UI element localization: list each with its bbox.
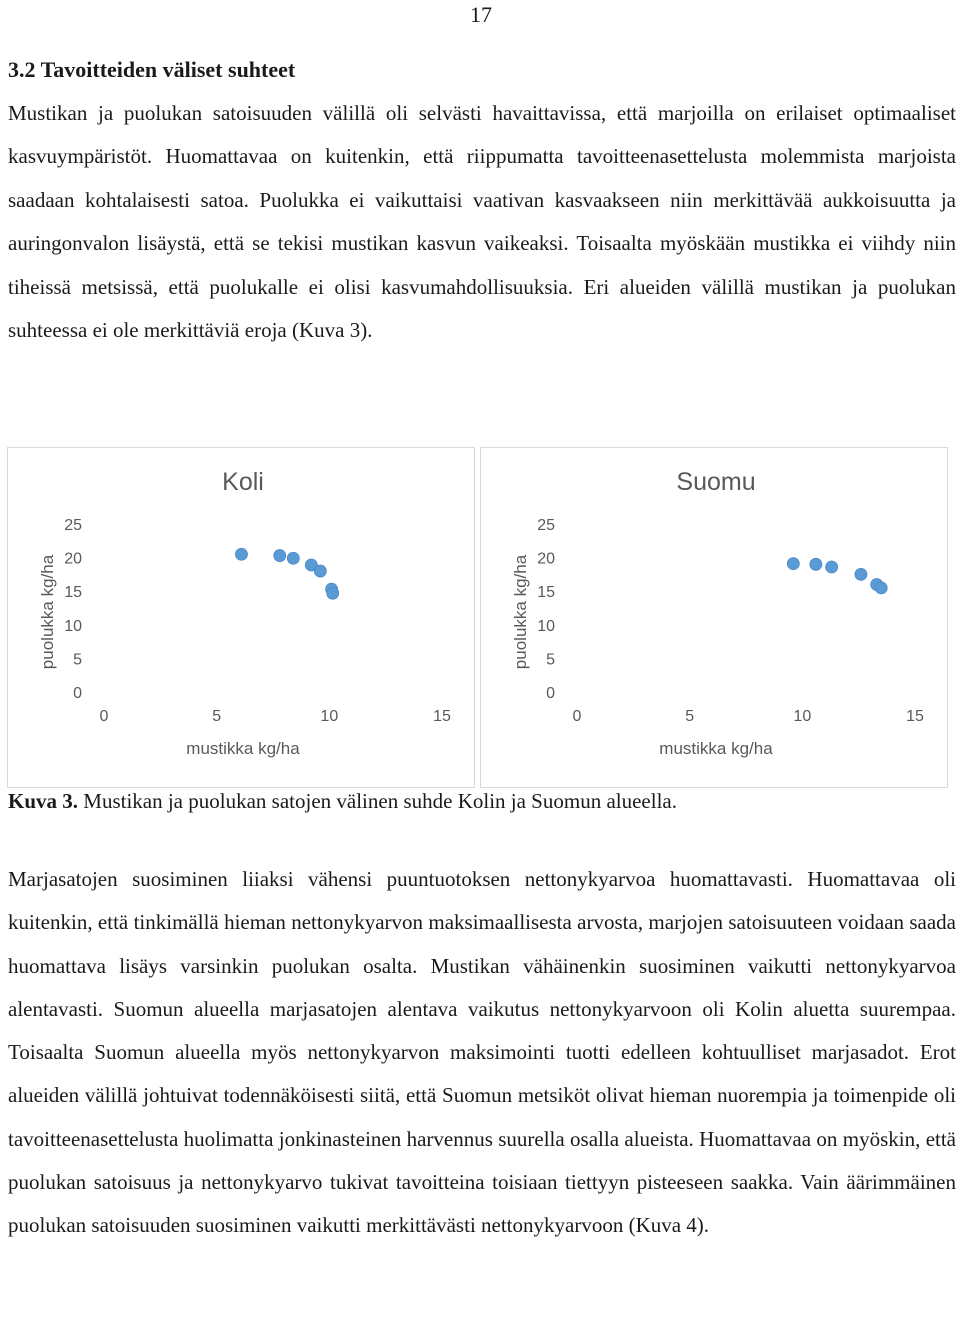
data-point — [287, 552, 299, 564]
figure-caption — [8, 789, 677, 814]
y-axis-label: puolukka kg/ha — [511, 554, 530, 670]
data-point — [787, 558, 799, 570]
y-tick-label: 25 — [537, 517, 555, 534]
scatter-chart-suomu — [480, 447, 948, 788]
y-tick-label: 5 — [546, 651, 555, 669]
y-tick-label: 20 — [537, 550, 555, 568]
y-axis-label: puolukka kg/ha — [38, 554, 57, 670]
data-point — [235, 548, 247, 560]
x-tick-label: 5 — [685, 708, 695, 725]
x-tick-label: 5 — [212, 708, 222, 725]
data-point — [314, 565, 326, 577]
chart-title: Koli — [222, 468, 264, 496]
x-axis-label: mustikka kg/ha — [659, 739, 773, 758]
body-paragraph: Mustikan ja puolukan satoisuuden välillä oli selvästi havaittavissa, että marjoilla on erilaiset optimaaliset kasvuympäristöt. Huomattavaa on kuitenkin, että riippumatta tavoitteenasettelusta molemmista marjoista saadaan kohtalaisesti satoa. Puolukka ei vaikuttaisi vaativan kasvaakseen niin merkittävää aukkoisuutta ja auringonvalon lisäystä, että se tekisi mustikan kasvun vaikeaksi. Toisaalta myöskään mustikka ei viihdy niin tiheissä metsissä, että puolukalle ei olisi kasvumahdollisuuksia. Eri alueiden välillä mustikan ja puolukan suhteessa ei ole merkittäviä eroja (Kuva 3). — [8, 101, 956, 343]
y-tick-label: 5 — [73, 651, 82, 669]
x-tick-label: 15 — [433, 708, 451, 725]
chart-svg — [481, 448, 947, 787]
x-tick-label: 15 — [906, 708, 924, 725]
data-point — [327, 587, 339, 599]
body-paragraph: Marjasatojen suosiminen liiaksi vähensi puuntuotoksen nettonykyarvoa huomattavasti. Huomattavaa oli kuitenkin, että tinkimällä hieman nettonykyarvon maksimaallisesta arvosta, marjojen satoisuuteen voidaan saada huomattava lisäys varsinkin puolukan osalta. Mustikan vähäinenkin suosiminen vaikutti nettonykyarvoa alentavasti. Suomun alueella marjasatojen alentava vaikutus nettonykyarvoon oli Kolin aluetta suurempaa. Toisaalta Suomun alueella myös nettonykyarvon maksimointi tuotti edelleen kohtuulliset marjasadot. Erot alueiden välillä johtuivat todennäköisesti siitä, että Suomun metsiköt olivat hieman nuorempia ja toimenpide oli tavoitteenasettelusta huolimatta jonkinasteinen harvennus suurella osalla alueista. Huomattavaa on myöskin, että puolukan satoisuus ja nettonykyarvo tukivat tavoitteina toisiaan tiettyyn pisteeseen saakka. Vain äärimmäinen puolukan satoisuuden suosiminen vaikutti merkittävästi nettonykyarvoon (Kuva 4). — [8, 867, 956, 1238]
x-axis-label: mustikka kg/ha — [186, 739, 300, 758]
caption-text: Mustikan ja puolukan satojen välinen suhde Kolin ja Suomun alueella. — [78, 789, 677, 813]
page-number: 17 — [470, 2, 492, 27]
y-tick-label: 15 — [64, 584, 82, 602]
y-tick-label: 15 — [537, 584, 555, 602]
data-point — [810, 558, 822, 570]
y-tick-label: 10 — [64, 617, 82, 635]
caption-label: Kuva 3. — [8, 789, 79, 813]
x-tick-label: 10 — [320, 708, 339, 725]
y-tick-label: 20 — [64, 550, 82, 568]
data-point — [826, 561, 838, 573]
data-point — [855, 568, 867, 580]
x-tick-label: 0 — [99, 708, 109, 725]
data-point — [274, 550, 286, 562]
x-tick-label: 10 — [793, 708, 812, 725]
y-tick-label: 10 — [537, 617, 555, 635]
y-tick-label: 0 — [546, 685, 555, 702]
y-tick-label: 25 — [64, 517, 82, 534]
section-heading: 3.2 Tavoitteiden väliset suhteet — [8, 57, 296, 82]
x-tick-label: 0 — [572, 708, 582, 725]
scatter-chart-koli — [7, 447, 475, 788]
chart-svg — [8, 448, 474, 787]
chart-title: Suomu — [676, 468, 756, 496]
y-tick-label: 0 — [73, 685, 82, 702]
data-point — [875, 582, 887, 594]
